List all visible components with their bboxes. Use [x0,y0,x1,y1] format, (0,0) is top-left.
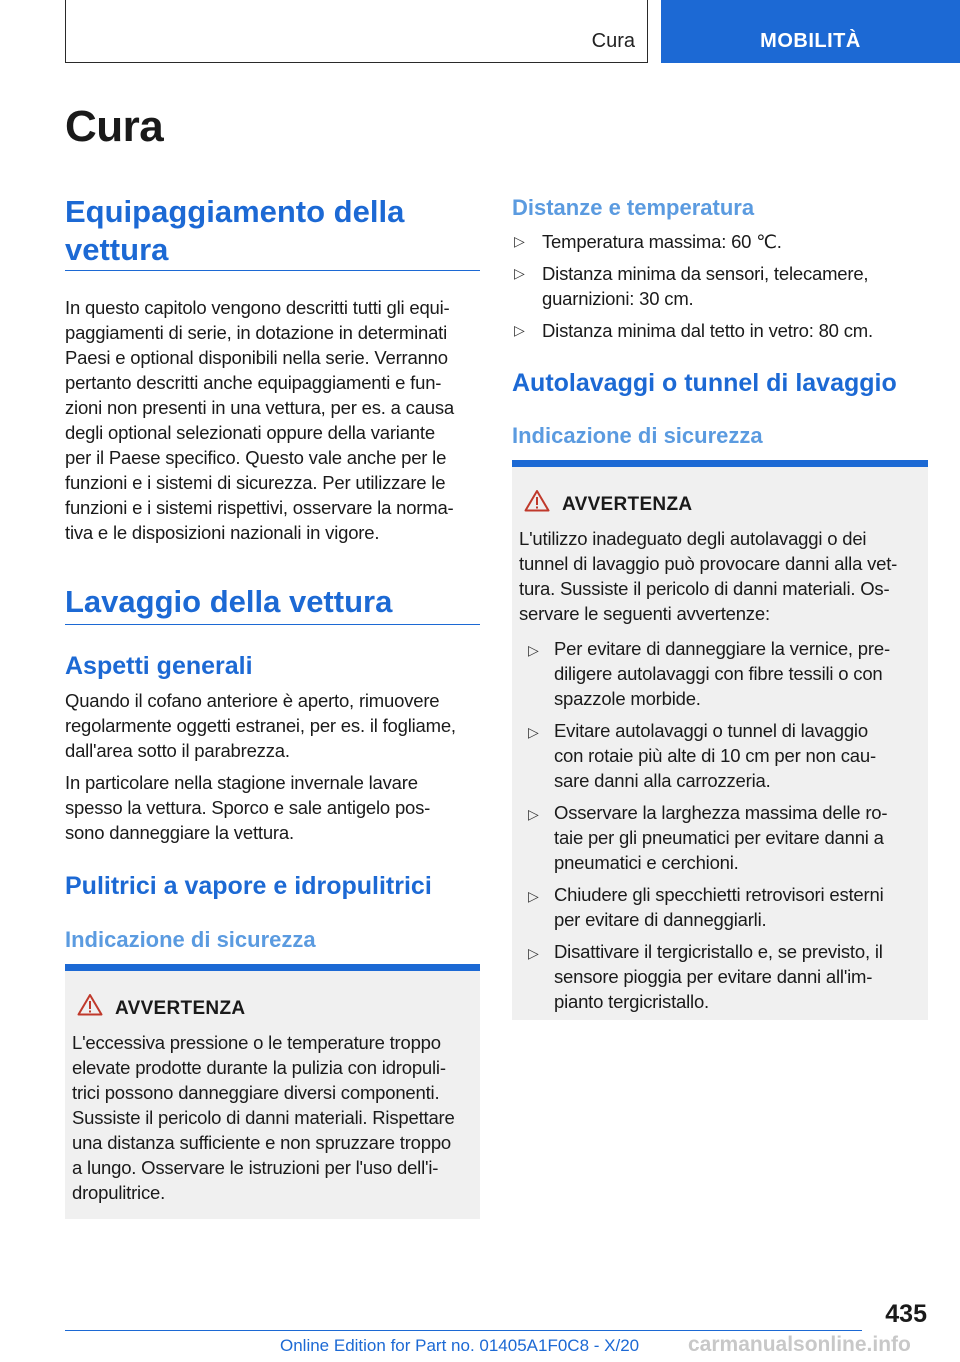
general-paragraph-2 [65,770,480,845]
page-title: Cura [65,102,164,151]
general-title: Aspetti generali [65,652,253,680]
warning-box [512,460,928,1020]
text-line: In questo capitolo vengono descritti tutti gli equi- [65,297,450,318]
text-line: Distanza minima dal tetto in vetro: 80 cm. [542,320,873,341]
list-item [554,882,924,932]
list-item [542,318,928,343]
text-line: Distanza minima da sensori, telecamere, [542,263,869,284]
text-line: zioni non presenti in una vettura, per es. a causa [65,397,455,418]
text-line: taie per gli pneumatici per evitare danni a [554,827,884,848]
text-line: L'eccessiva pressione o le temperature troppo [72,1032,441,1053]
list-item [554,800,924,875]
text-line: con rotaie più alte di 10 cm per non cau- [554,745,876,766]
text-line: tiva e le disposizioni nazionali in vigore. [65,522,380,543]
warning-text [72,1030,477,1205]
list-item [554,718,924,793]
text-line: per il Paese specifico. Questo vale anche per le [65,447,447,468]
text-line: Evitare autolavaggi o tunnel di lavaggio [554,720,868,741]
text-line: per evitare di danneggiarli. [554,909,767,930]
text-line: regolarmente oggetti estranei, per es. il fogliame, [65,715,456,736]
watermark: carmanualsonline.info [688,1333,911,1356]
equipment-title-line: Equipaggiamento della [65,194,405,229]
distance-title: Distanze e temperatura [512,195,755,220]
text-line: trici possono danneggiare diversi componenti. [72,1082,440,1103]
triangle-bullet-icon: ▷ [514,233,525,249]
text-line: una distanza sufficiente e non spruzzare troppo [72,1132,452,1153]
text-line: L'utilizzo inadeguato degli autolavaggi o dei [519,528,867,549]
text-line: pianto tergicristallo. [554,991,709,1012]
text-line: a lungo. Osservare le istruzioni per l'uso dell'i- [72,1157,439,1178]
text-line: servare le seguenti avvertenze: [519,603,770,624]
text-line: Temperatura massima: 60 ℃. [542,231,782,252]
warning-box [65,964,480,1219]
triangle-bullet-icon: ▷ [528,945,539,961]
text-line: dall'area sotto il parabrezza. [65,740,290,761]
text-line: sensore pioggia per evitare danni all'im- [554,966,873,987]
text-line: funzioni e i sistemi di sicurezza. Per utilizzare le [65,472,446,493]
text-line: paggiamenti di serie, in dotazione in determinati [65,322,448,343]
general-paragraph-1 [65,688,480,763]
text-line: pneumatici e cerchioni. [554,852,739,873]
text-line: guarnizioni: 30 cm. [542,288,694,309]
text-line: Chiudere gli specchietti retrovisori esterni [554,884,884,905]
text-line: Paesi e optional disponibili nella serie. Verranno [65,347,448,368]
text-line: sare danni alla carrozzeria. [554,770,771,791]
steam-title: Pulitrici a vapore e idropulitrici [65,872,432,900]
section-rule [65,270,480,271]
triangle-bullet-icon: ▷ [528,888,539,904]
text-line: pertanto descritti anche equipaggiamenti e fun- [65,372,442,393]
warning-label: AVVERTENZA [115,998,246,1019]
text-line: Quando il cofano anteriore è aperto, rimuovere [65,690,440,711]
safety-title: Indicazione di sicurezza [65,927,316,952]
page-number: 435 [885,1300,927,1328]
text-line: sono danneggiare la vettura. [65,822,294,843]
header-chapter-tab: MOBILITÀ [661,0,960,63]
warning-triangle-icon [524,489,550,512]
text-line: Osservare la larghezza massima delle ro- [554,802,888,823]
text-line: degli optional selezionati oppure della variante [65,422,435,443]
list-item [542,229,928,254]
header-section-title: Cura [591,30,635,52]
triangle-bullet-icon: ▷ [528,724,539,740]
equipment-title-line: vettura [65,232,169,267]
text-line: Per evitare di danneggiare la vernice, pre- [554,638,890,659]
text-line: tunnel di lavaggio può provocare danni alla vet- [519,553,898,574]
text-line: elevate prodotte durante la pulizia con idropuli- [72,1057,446,1078]
warning-text [519,526,924,626]
footer-rule [65,1330,862,1331]
text-line: dropulitrice. [72,1182,166,1203]
footer-edition: Online Edition for Part no. 01405A1F0C8 - X/20 [280,1336,640,1355]
text-line: spesso la vettura. Sporco e sale antigelo pos- [65,797,431,818]
warning-triangle-icon [77,993,103,1016]
triangle-bullet-icon: ▷ [514,265,525,281]
text-line: spazzole morbide. [554,688,701,709]
safety-title: Indicazione di sicurezza [512,423,763,448]
triangle-bullet-icon: ▷ [528,806,539,822]
equipment-paragraph [65,295,480,545]
section-rule [65,624,480,625]
text-line: In particolare nella stagione invernale lavare [65,772,418,793]
triangle-bullet-icon: ▷ [514,322,525,338]
warning-label: AVVERTENZA [562,494,693,515]
triangle-bullet-icon: ▷ [528,642,539,658]
header-section-box [65,0,648,63]
list-item [554,636,924,711]
text-line: tura. Sussiste il pericolo di danni materiali. Os- [519,578,890,599]
text-line: diligere autolavaggi con fibre tessili o con [554,663,883,684]
carwash-title: Autolavaggi o tunnel di lavaggio [512,369,897,397]
text-line: Sussiste il pericolo di danni materiali. Rispettare [72,1107,455,1128]
text-line: funzioni e i sistemi rispettivi, osservare la norma- [65,497,454,518]
equipment-title [65,193,480,269]
text-line: Disattivare il tergicristallo e, se previsto, il [554,941,883,962]
wash-title: Lavaggio della vettura [65,584,393,619]
list-item [554,939,924,1014]
list-item [542,261,928,311]
